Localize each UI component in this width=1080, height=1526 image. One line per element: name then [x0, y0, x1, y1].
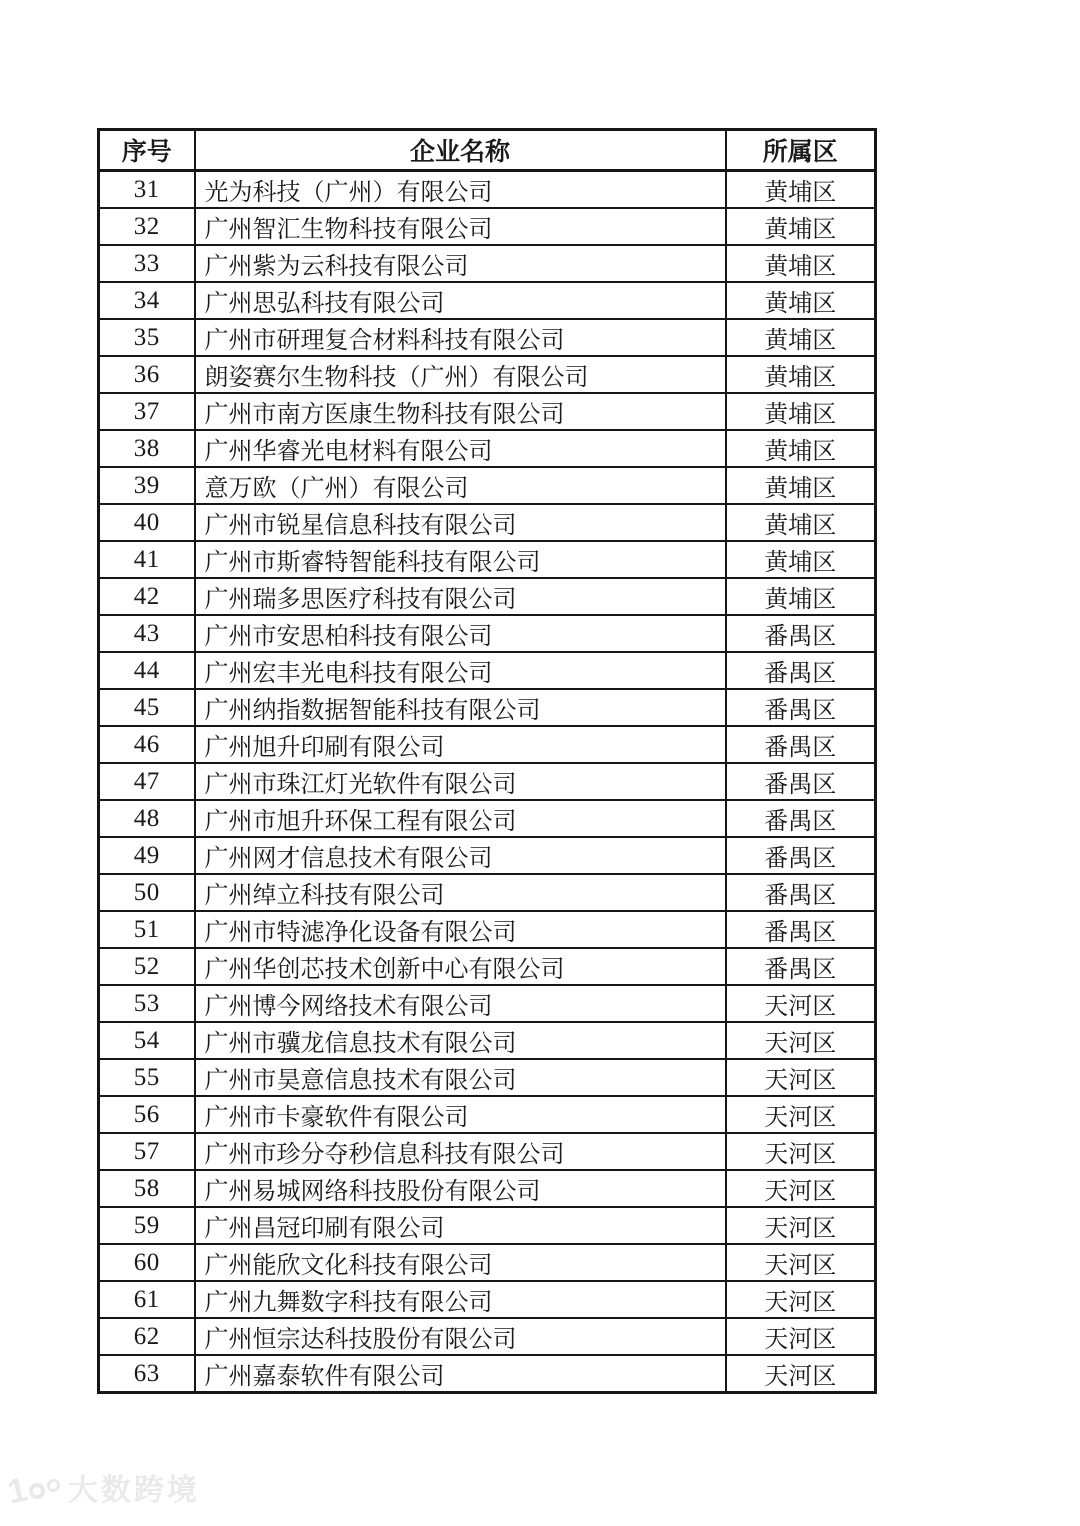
serial-number-cell: 44 — [99, 652, 195, 689]
table-row — [99, 319, 876, 356]
company-name-cell: 广州网才信息技术有限公司 — [195, 837, 726, 874]
serial-number-cell: 48 — [99, 800, 195, 837]
district-cell: 天河区 — [726, 1059, 876, 1096]
district-cell: 番禺区 — [726, 911, 876, 948]
district-cell: 番禺区 — [726, 689, 876, 726]
header-company-name: 企业名称 — [195, 130, 726, 171]
header-district: 所属区 — [726, 130, 876, 171]
table-row — [99, 467, 876, 504]
table-row — [99, 1096, 876, 1133]
serial-number-cell: 38 — [99, 430, 195, 467]
company-name-cell: 广州昌冠印刷有限公司 — [195, 1207, 726, 1244]
serial-number-cell: 54 — [99, 1022, 195, 1059]
table-row — [99, 356, 876, 393]
company-name-cell: 广州宏丰光电科技有限公司 — [195, 652, 726, 689]
company-name-cell: 广州绰立科技有限公司 — [195, 874, 726, 911]
company-name-cell: 广州九舞数字科技有限公司 — [195, 1281, 726, 1318]
district-cell: 黄埔区 — [726, 541, 876, 578]
serial-number-cell: 52 — [99, 948, 195, 985]
district-cell: 番禺区 — [726, 763, 876, 800]
serial-number-cell: 57 — [99, 1133, 195, 1170]
watermark-label: 大数跨境 — [67, 1474, 200, 1507]
serial-number-cell: 56 — [99, 1096, 195, 1133]
district-cell: 黄埔区 — [726, 171, 876, 209]
table-row — [99, 578, 876, 615]
company-name-cell: 广州博今网络技术有限公司 — [195, 985, 726, 1022]
district-cell: 天河区 — [726, 1355, 876, 1393]
serial-number-cell: 34 — [99, 282, 195, 319]
company-name-cell: 广州纳指数据智能科技有限公司 — [195, 689, 726, 726]
table-row — [99, 504, 876, 541]
table-row — [99, 985, 876, 1022]
company-name-cell: 广州市卡豪软件有限公司 — [195, 1096, 726, 1133]
serial-number-cell: 40 — [99, 504, 195, 541]
table-row — [99, 1281, 876, 1318]
serial-number-cell: 33 — [99, 245, 195, 282]
serial-number-cell: 39 — [99, 467, 195, 504]
table-row — [99, 393, 876, 430]
district-cell: 番禺区 — [726, 615, 876, 652]
table-row — [99, 1133, 876, 1170]
district-cell: 天河区 — [726, 985, 876, 1022]
district-cell: 黄埔区 — [726, 356, 876, 393]
district-cell: 天河区 — [726, 1170, 876, 1207]
company-name-cell: 广州紫为云科技有限公司 — [195, 245, 726, 282]
table-row — [99, 800, 876, 837]
table-row — [99, 689, 876, 726]
serial-number-cell: 35 — [99, 319, 195, 356]
serial-number-cell: 60 — [99, 1244, 195, 1281]
serial-number-cell: 42 — [99, 578, 195, 615]
district-cell: 天河区 — [726, 1318, 876, 1355]
serial-number-cell: 49 — [99, 837, 195, 874]
table-body — [99, 171, 876, 1393]
district-cell: 天河区 — [726, 1281, 876, 1318]
company-name-cell: 广州市骥龙信息技术有限公司 — [195, 1022, 726, 1059]
district-cell: 天河区 — [726, 1022, 876, 1059]
serial-number-cell: 47 — [99, 763, 195, 800]
district-cell: 番禺区 — [726, 837, 876, 874]
table-row — [99, 1207, 876, 1244]
serial-number-cell: 63 — [99, 1355, 195, 1393]
company-name-cell: 广州市旭升环保工程有限公司 — [195, 800, 726, 837]
district-cell: 番禺区 — [726, 874, 876, 911]
district-cell: 番禺区 — [726, 726, 876, 763]
serial-number-cell: 55 — [99, 1059, 195, 1096]
district-cell: 黄埔区 — [726, 245, 876, 282]
company-name-cell: 广州市特滤净化设备有限公司 — [195, 911, 726, 948]
company-name-cell: 广州思弘科技有限公司 — [195, 282, 726, 319]
company-name-cell: 广州市昊意信息技术有限公司 — [195, 1059, 726, 1096]
company-name-cell: 广州市安思柏科技有限公司 — [195, 615, 726, 652]
table-row — [99, 1022, 876, 1059]
table-row — [99, 948, 876, 985]
company-name-cell: 广州嘉泰软件有限公司 — [195, 1355, 726, 1393]
district-cell: 黄埔区 — [726, 208, 876, 245]
serial-number-cell: 61 — [99, 1281, 195, 1318]
table-row — [99, 911, 876, 948]
company-name-cell: 广州市锐星信息科技有限公司 — [195, 504, 726, 541]
table-row — [99, 763, 876, 800]
company-name-cell: 广州易城网络科技股份有限公司 — [195, 1170, 726, 1207]
table-row — [99, 726, 876, 763]
serial-number-cell: 36 — [99, 356, 195, 393]
watermark — [4, 1470, 200, 1512]
company-name-cell: 广州市研理复合材料科技有限公司 — [195, 319, 726, 356]
district-cell: 番禺区 — [726, 652, 876, 689]
watermark-logo-icon: 1 — [8, 1474, 60, 1508]
header-serial-number: 序号 — [99, 130, 195, 171]
table-row — [99, 430, 876, 467]
table-header-row — [99, 130, 876, 171]
serial-number-cell: 51 — [99, 911, 195, 948]
company-name-cell: 意万欧（广州）有限公司 — [195, 467, 726, 504]
serial-number-cell: 37 — [99, 393, 195, 430]
company-name-cell: 广州智汇生物科技有限公司 — [195, 208, 726, 245]
district-cell: 天河区 — [726, 1096, 876, 1133]
district-cell: 黄埔区 — [726, 393, 876, 430]
table-row — [99, 1170, 876, 1207]
table-row — [99, 652, 876, 689]
company-list-table — [97, 128, 877, 1394]
company-name-cell: 广州市珍分夺秒信息科技有限公司 — [195, 1133, 726, 1170]
table-row — [99, 282, 876, 319]
district-cell: 黄埔区 — [726, 578, 876, 615]
table-row — [99, 541, 876, 578]
district-cell: 黄埔区 — [726, 282, 876, 319]
district-cell: 黄埔区 — [726, 504, 876, 541]
table-row — [99, 837, 876, 874]
company-name-cell: 朗姿赛尔生物科技（广州）有限公司 — [195, 356, 726, 393]
district-cell: 天河区 — [726, 1207, 876, 1244]
district-cell: 天河区 — [726, 1244, 876, 1281]
company-name-cell: 广州华睿光电材料有限公司 — [195, 430, 726, 467]
company-name-cell: 广州能欣文化科技有限公司 — [195, 1244, 726, 1281]
table-row — [99, 208, 876, 245]
serial-number-cell: 45 — [99, 689, 195, 726]
company-name-cell: 广州旭升印刷有限公司 — [195, 726, 726, 763]
company-name-cell: 广州华创芯技术创新中心有限公司 — [195, 948, 726, 985]
serial-number-cell: 59 — [99, 1207, 195, 1244]
company-name-cell: 广州市珠江灯光软件有限公司 — [195, 763, 726, 800]
table-row — [99, 1318, 876, 1355]
table-row — [99, 1059, 876, 1096]
serial-number-cell: 43 — [99, 615, 195, 652]
table-row — [99, 1355, 876, 1393]
table-row — [99, 171, 876, 209]
company-name-cell: 光为科技（广州）有限公司 — [195, 171, 726, 209]
serial-number-cell: 58 — [99, 1170, 195, 1207]
company-name-cell: 广州市南方医康生物科技有限公司 — [195, 393, 726, 430]
serial-number-cell: 41 — [99, 541, 195, 578]
serial-number-cell: 53 — [99, 985, 195, 1022]
company-name-cell: 广州瑞多思医疗科技有限公司 — [195, 578, 726, 615]
district-cell: 番禺区 — [726, 948, 876, 985]
serial-number-cell: 31 — [99, 171, 195, 209]
table-row — [99, 615, 876, 652]
serial-number-cell: 32 — [99, 208, 195, 245]
table-row — [99, 245, 876, 282]
serial-number-cell: 50 — [99, 874, 195, 911]
serial-number-cell: 62 — [99, 1318, 195, 1355]
district-cell: 黄埔区 — [726, 430, 876, 467]
district-cell: 黄埔区 — [726, 467, 876, 504]
district-cell: 黄埔区 — [726, 319, 876, 356]
company-name-cell: 广州恒宗达科技股份有限公司 — [195, 1318, 726, 1355]
company-name-cell: 广州市斯睿特智能科技有限公司 — [195, 541, 726, 578]
serial-number-cell: 46 — [99, 726, 195, 763]
table-row — [99, 874, 876, 911]
table-row — [99, 1244, 876, 1281]
district-cell: 番禺区 — [726, 800, 876, 837]
district-cell: 天河区 — [726, 1133, 876, 1170]
